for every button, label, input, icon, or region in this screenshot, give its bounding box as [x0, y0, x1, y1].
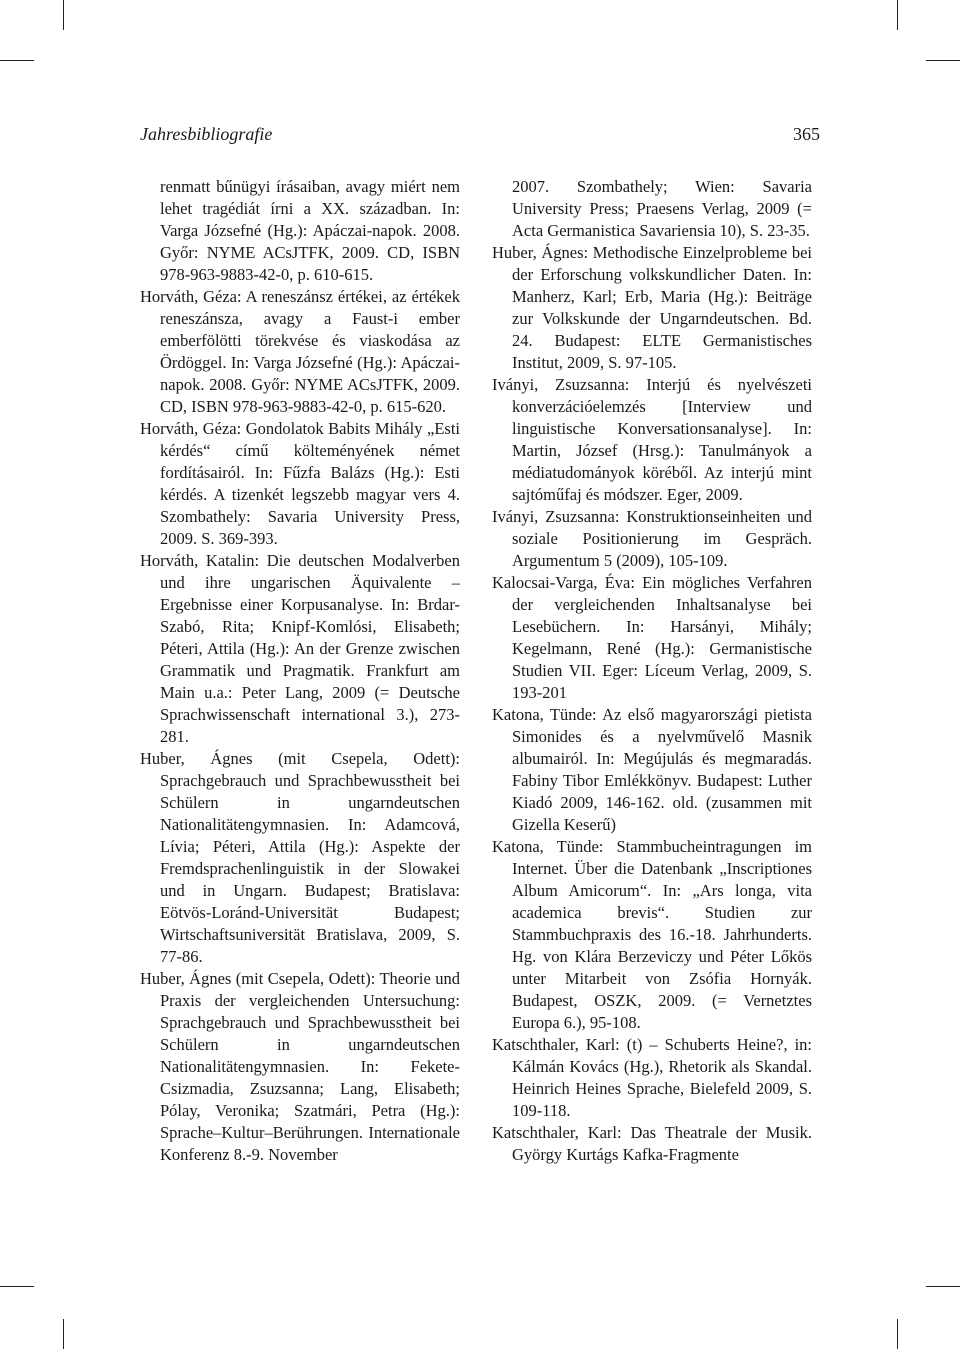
bib-entry: Horváth, Géza: A reneszánsz értékei, az értékek reneszánsza, avagy a Faust-i ember emberfölötti törekvése és viaskodása az Ördöggel. In: Varga Józsefné (Hg.): Apáczai-napok. 2008. Győr: NYME ACsJTFK, 2009. CD, ISBN 978-963-9883-42-0, p. 615-620. [140, 287, 460, 416]
bib-entry: Katona, Tünde: Stammbucheintragungen im Internet. Über die Datenbank „Inscriptiones Album Amicorum“. In: „Ars longa, vita academica brevis“. Studien zur Stammbuchpraxis des 16.-18. Jahrhunderts. Hg. von Klára Berzeviczy und Péter Lőkös unter Mitarbeit von Zsófia Hornyák. Budapest, OSZK, 2009. (= Vernetztes Europa 6.), 95-108. [492, 837, 812, 1032]
crop-mark-top-left [63, 0, 64, 30]
crop-mark-top-left-h [0, 60, 34, 61]
crop-mark-top-right-h [926, 60, 960, 61]
crop-mark-top-right [897, 0, 898, 30]
bib-entry: Huber, Ágnes (mit Csepela, Odett): Sprachgebrauch und Sprachbewusstheit bei Schülern in ungarndeutschen Nationalitätengymnasien. In: Adamcová, Lívia; Péteri, Attila (Hg.): Aspekte der Fremdsprachenlinguistik in der Slowakei und in Ungarn. Budapest; Bratislava: Eötvös-Loránd-Universität Budapest; Wirtschaftsuniversität Bratislava, 2009, S. 77-86. [140, 749, 460, 966]
bib-entry: Iványi, Zsuzsanna: Interjú és nyelvészeti konverzációelemzés [Interview und linguistische Konversationsanalyse]. In: Martin, József (Hrsg.): Tanulmányok a médiatudományok köréből. Az interjú mint sajtóműfaj és módszer. Eger, 2009. [492, 375, 812, 504]
bib-entry: Iványi, Zsuzsanna: Konstruktionseinheiten und soziale Positionierung im Gespräch. Argumentum 5 (2009), 105-109. [492, 507, 812, 570]
bib-entry: Horváth, Géza: Gondolatok Babits Mihály „Esti kérdés“ című költeményének német fordításairól. In: Fűzfa Balázs (Hg.): Esti kérdés. A tizenkét legszebb magyar vers 4. Szombathely: Savaria University Press, 2009. S. 369-393. [140, 419, 460, 548]
bib-entry: Katona, Tünde: Az első magyarországi pietista Simonides és a nyelvművelő Masnik albumairól. In: Megújulás és megmaradás. Fabiny Tibor Emlékkönyv. Budapest: Luther Kiadó 2009, 146-162. old. (zusammen mit Gizella Keserű) [492, 705, 812, 834]
bib-entry: Katschthaler, Karl: Das Theatrale der Musik. György Kurtágs Kafka-Fragmente [492, 1123, 812, 1164]
bib-entry: Kalocsai-Varga, Éva: Ein mögliches Verfahren der vergleichenden Inhaltsanalyse bei Lesebüchern. In: Harsányi, Mihály; Kegelmann, René (Hg.): Germanistische Studien VII. Eger: Líceum Verlag, 2009, S. 193-201 [492, 573, 812, 702]
bib-entry: Huber, Ágnes (mit Csepela, Odett): Theorie und Praxis der vergleichenden Untersuchung: Sprachgebrauch und Sprachbewusstheit bei Schülern in ungarndeutschen Nationalitätengymnasien. In: Fekete-Csizmadia, Zsuzsanna; Lang, Elisabeth; Pólay, Veronika; Szatmári, Petra (Hg.): Sprache–Kultur–Berührungen. Internationale Konferenz 8.-9. November [140, 969, 460, 1164]
bib-entry: renmatt bűnügyi írásaiban, avagy miért nem lehet tragédiát írni a XX. században. In: Varga Józsefné (Hg.): Apáczai-napok. 2008. Győr: NYME ACsJTFK, 2009. CD, ISBN 978-963-9883-42-0, p. 610-615. [160, 177, 460, 284]
crop-mark-bottom-right-h [926, 1286, 960, 1287]
right-column [492, 176, 812, 1166]
bib-entry: 2007. Szombathely; Wien: Savaria University Press; Praesens Verlag, 2009 (= Acta Germanistica Savariensia 10), S. 23-35. [512, 177, 812, 240]
crop-mark-bottom-right [897, 1319, 898, 1349]
bib-entry: Horváth, Katalin: Die deutschen Modalverben und ihre ungarischen Äquivalente – Ergebnisse einer Korpusanalyse. In: Brdar-Szabó, Rita; Knipf-Komlósi, Elisabeth; Péteri, Attila (Hg.): An der Grenze zwischen Grammatik und Pragmatik. Frankfurt am Main u.a.: Peter Lang, 2009 (= Deutsche Sprachwissenschaft international 3.), 273-281. [140, 551, 460, 746]
running-header [140, 124, 820, 150]
running-title: Jahresbibliografie [140, 124, 273, 144]
crop-mark-bottom-left-h [0, 1286, 34, 1287]
bib-entry: Huber, Ágnes: Methodische Einzelprobleme bei der Erforschung volkskundlicher Daten. In: Manherz, Karl; Erb, Maria (Hg.): Beiträge zur Volkskunde der Ungarndeutschen. Bd. 24. Budapest: ELTE Germanistisches Institut, 2009, S. 97-105. [492, 243, 812, 372]
left-column [140, 176, 460, 1166]
page-number: 365 [793, 124, 820, 144]
crop-mark-bottom-left [63, 1319, 64, 1349]
bib-entry: Katschthaler, Karl: (t) – Schuberts Heine?, in: Kálmán Kovács (Hg.), Rhetorik als Skandal. Heinrich Heines Sprache, Bielefeld 2009, S. 109-118. [492, 1035, 812, 1120]
